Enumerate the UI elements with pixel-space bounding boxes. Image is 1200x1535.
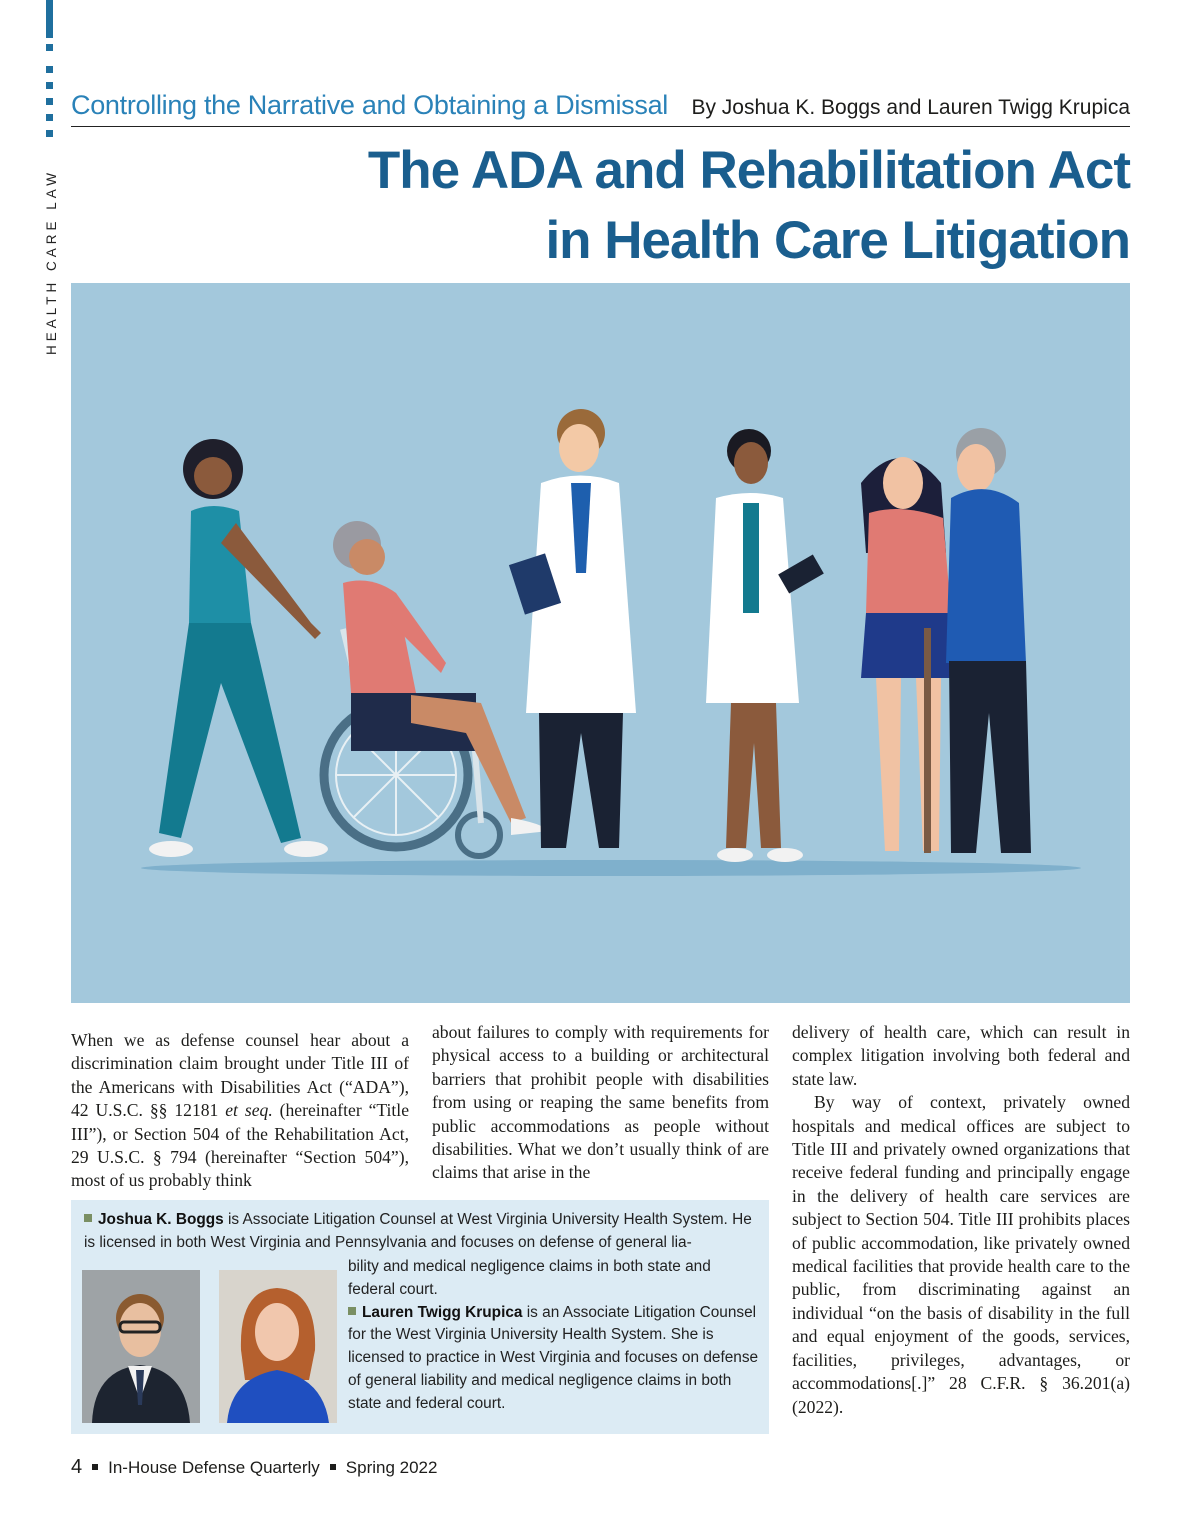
issue-date: Spring 2022 [345, 1458, 438, 1477]
hero-illustration [71, 283, 1130, 1003]
article-kicker: Controlling the Narrative and Obtaining a Dismissal [71, 90, 668, 120]
body-column-1 [71, 1029, 409, 1193]
author-name: Lauren Twigg Krupica [362, 1303, 523, 1321]
bio-text: bility and medical negligence claims in both state and federal court. [348, 1258, 711, 1298]
article-title [368, 136, 1130, 276]
bullet-square-icon [84, 1214, 92, 1222]
section-label: HEALTH CARE LAW [44, 168, 59, 355]
section-dot [46, 98, 53, 105]
section-rule [46, 0, 53, 38]
bio-text: is an Associate Litigation Counsel for the West Virginia University Health System. She is licensed to practice in West Virginia and focuses on defense of general liability and medical negligence claims in both state and federal court. [348, 1303, 759, 1412]
section-dot [46, 66, 53, 73]
body-text-italic: et seq. [225, 1100, 273, 1121]
body-text: (hereinafter “Title III”), or Section 504 of the Rehabilitation Act, 29 U.S.C. § 794 (hereinafter “Section 504”), most of us probably think [71, 1100, 409, 1191]
page-number: 4 [71, 1456, 83, 1478]
author-photo-boggs [82, 1270, 200, 1423]
bio-boggs-continued [348, 1256, 760, 1416]
publication-name: In-House Defense Quarterly [108, 1458, 320, 1477]
bullet-square-icon [348, 1307, 356, 1315]
separator-square-icon [92, 1464, 98, 1470]
author-photo-krupica [219, 1270, 337, 1423]
body-column-3 [792, 1021, 1130, 1419]
body-text: By way of context, privately owned hospitals and medical offices are subject to Title III and privately owned organizations that receive federal funding and principally engage in the delivery of health care services are subject to Section 504. Title III prohibits places of public accommodation, like privately owned medical facilities that provide health care to the public, from discriminating against an individual “on the basis of disability in the full and equal enjoyment of the goods, services, facilities, privileges, advantages, or accommodations[.]” 28 C.F.R. § 36.201(a) (2022). [792, 1092, 1130, 1417]
title-line-1: The ADA and Rehabilitation Act [367, 141, 1130, 200]
section-dot [46, 82, 53, 89]
section-dot [46, 130, 53, 137]
article-header [71, 88, 1130, 127]
title-line-2: in Health Care Litigation [545, 211, 1130, 270]
article-byline: By Joshua K. Boggs and Lauren Twigg Krupica [691, 96, 1130, 119]
body-column-2 [432, 1021, 769, 1185]
body-text: When we as defense counsel hear about a discrimination claim brought under Title III of the Americans with Disabilities Act (“ADA”), 42 U.S.C. §§ 12181 [71, 1030, 409, 1121]
page-footer [71, 1456, 437, 1479]
healthcare-people-illustration-icon [71, 283, 1130, 1003]
section-dot [46, 44, 53, 51]
author-name: Joshua K. Boggs [98, 1211, 224, 1228]
body-text: about failures to comply with requirements for physical access to a building or architectural barriers that prohibit people with disabilities from using or reaping the same benefits from public accommodations as people without disabilities. What we don’t usually think of are claims that arise in the [432, 1022, 769, 1183]
section-dot [46, 114, 53, 121]
separator-square-icon [330, 1464, 336, 1470]
body-text: delivery of health care, which can result in complex litigation involving both federal and state law. [792, 1022, 1130, 1089]
bio-boggs [84, 1209, 760, 1255]
bio-text: is Associate Litigation Counsel at West Virginia University Health System. He is licensed in both West Virginia and Pennsylvania and focuses on defense of general lia- [84, 1211, 752, 1251]
